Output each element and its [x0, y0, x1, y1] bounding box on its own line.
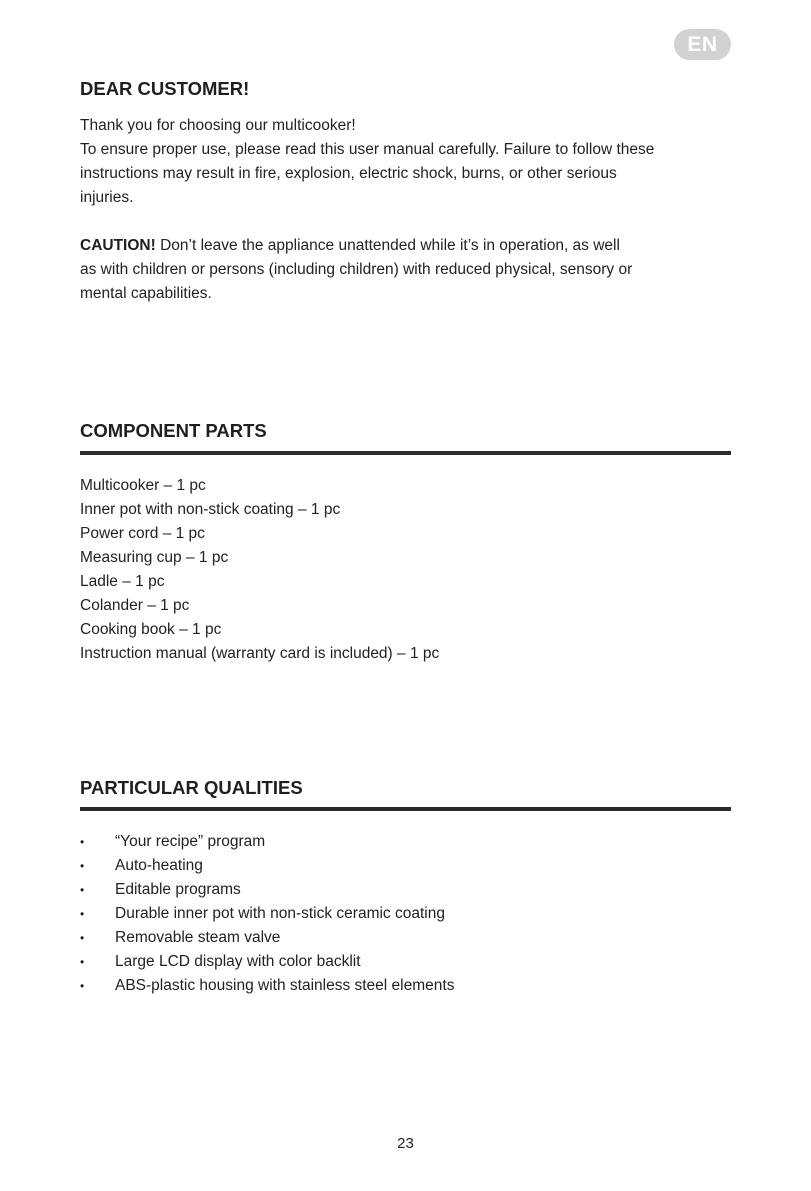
list-item [80, 902, 740, 926]
caution-line [80, 234, 740, 258]
list-item [80, 926, 740, 950]
qualities-list-block [80, 830, 740, 998]
intro-text [80, 114, 740, 210]
bullet-icon: • [80, 931, 85, 945]
list-item: Ladle – 1 pc [80, 573, 165, 590]
bullet-icon: • [80, 907, 85, 921]
list-item [80, 974, 740, 998]
list-item: Inner pot with non-stick coating – 1 pc [80, 501, 341, 518]
caution-text [80, 234, 740, 306]
dear-customer-heading: DEAR CUSTOMER! [80, 78, 250, 99]
list-item: Instruction manual (warranty card is included) – 1 pc [80, 645, 440, 662]
component-parts-list-block [80, 474, 740, 666]
caution-line: as with children or persons (including children) with reduced physical, sensory or [80, 261, 633, 278]
list-item: Measuring cup – 1 pc [80, 549, 229, 566]
qualities-list [80, 830, 740, 998]
caution-line-text: Don’t leave the appliance unattended while it’s in operation, as well [155, 237, 620, 254]
list-item [80, 830, 740, 854]
list-item: Multicooker – 1 pc [80, 477, 206, 494]
component-parts-list [80, 474, 740, 666]
page-number: 23 [397, 1135, 414, 1152]
list-item [80, 854, 740, 878]
particular-qualities-heading: PARTICULAR QUALITIES [80, 777, 303, 798]
intro-line: Thank you for choosing our multicooker! [80, 117, 356, 134]
caution-line: mental capabilities. [80, 285, 212, 302]
language-badge: EN [674, 29, 731, 60]
list-item: Cooking book – 1 pc [80, 621, 222, 638]
list-item-text: Large LCD display with color backlit [115, 953, 361, 970]
list-item-text: ABS-plastic housing with stainless steel elements [115, 977, 455, 994]
bullet-icon: • [80, 859, 85, 873]
section-divider [80, 451, 731, 455]
list-item-text: “Your recipe” program [115, 833, 266, 850]
intro-line: injuries. [80, 189, 134, 206]
list-item: Colander – 1 pc [80, 597, 190, 614]
caution-label: CAUTION! [80, 237, 156, 254]
list-item-text: Editable programs [115, 881, 241, 898]
bullet-icon: • [80, 979, 85, 993]
list-item-text: Durable inner pot with non-stick ceramic coating [115, 905, 445, 922]
list-item [80, 878, 740, 902]
bullet-icon: • [80, 835, 85, 849]
intro-line: instructions may result in fire, explosion, electric shock, burns, or other serious [80, 165, 617, 182]
list-item-text: Auto-heating [115, 857, 203, 874]
list-item: Power cord – 1 pc [80, 525, 205, 542]
list-item-text: Removable steam valve [115, 929, 281, 946]
intro-line: To ensure proper use, please read this user manual carefully. Failure to follow these [80, 141, 655, 158]
bullet-icon: • [80, 883, 85, 897]
bullet-icon: • [80, 955, 85, 969]
section-divider [80, 807, 731, 811]
list-item [80, 950, 740, 974]
component-parts-heading: COMPONENT PARTS [80, 420, 267, 441]
